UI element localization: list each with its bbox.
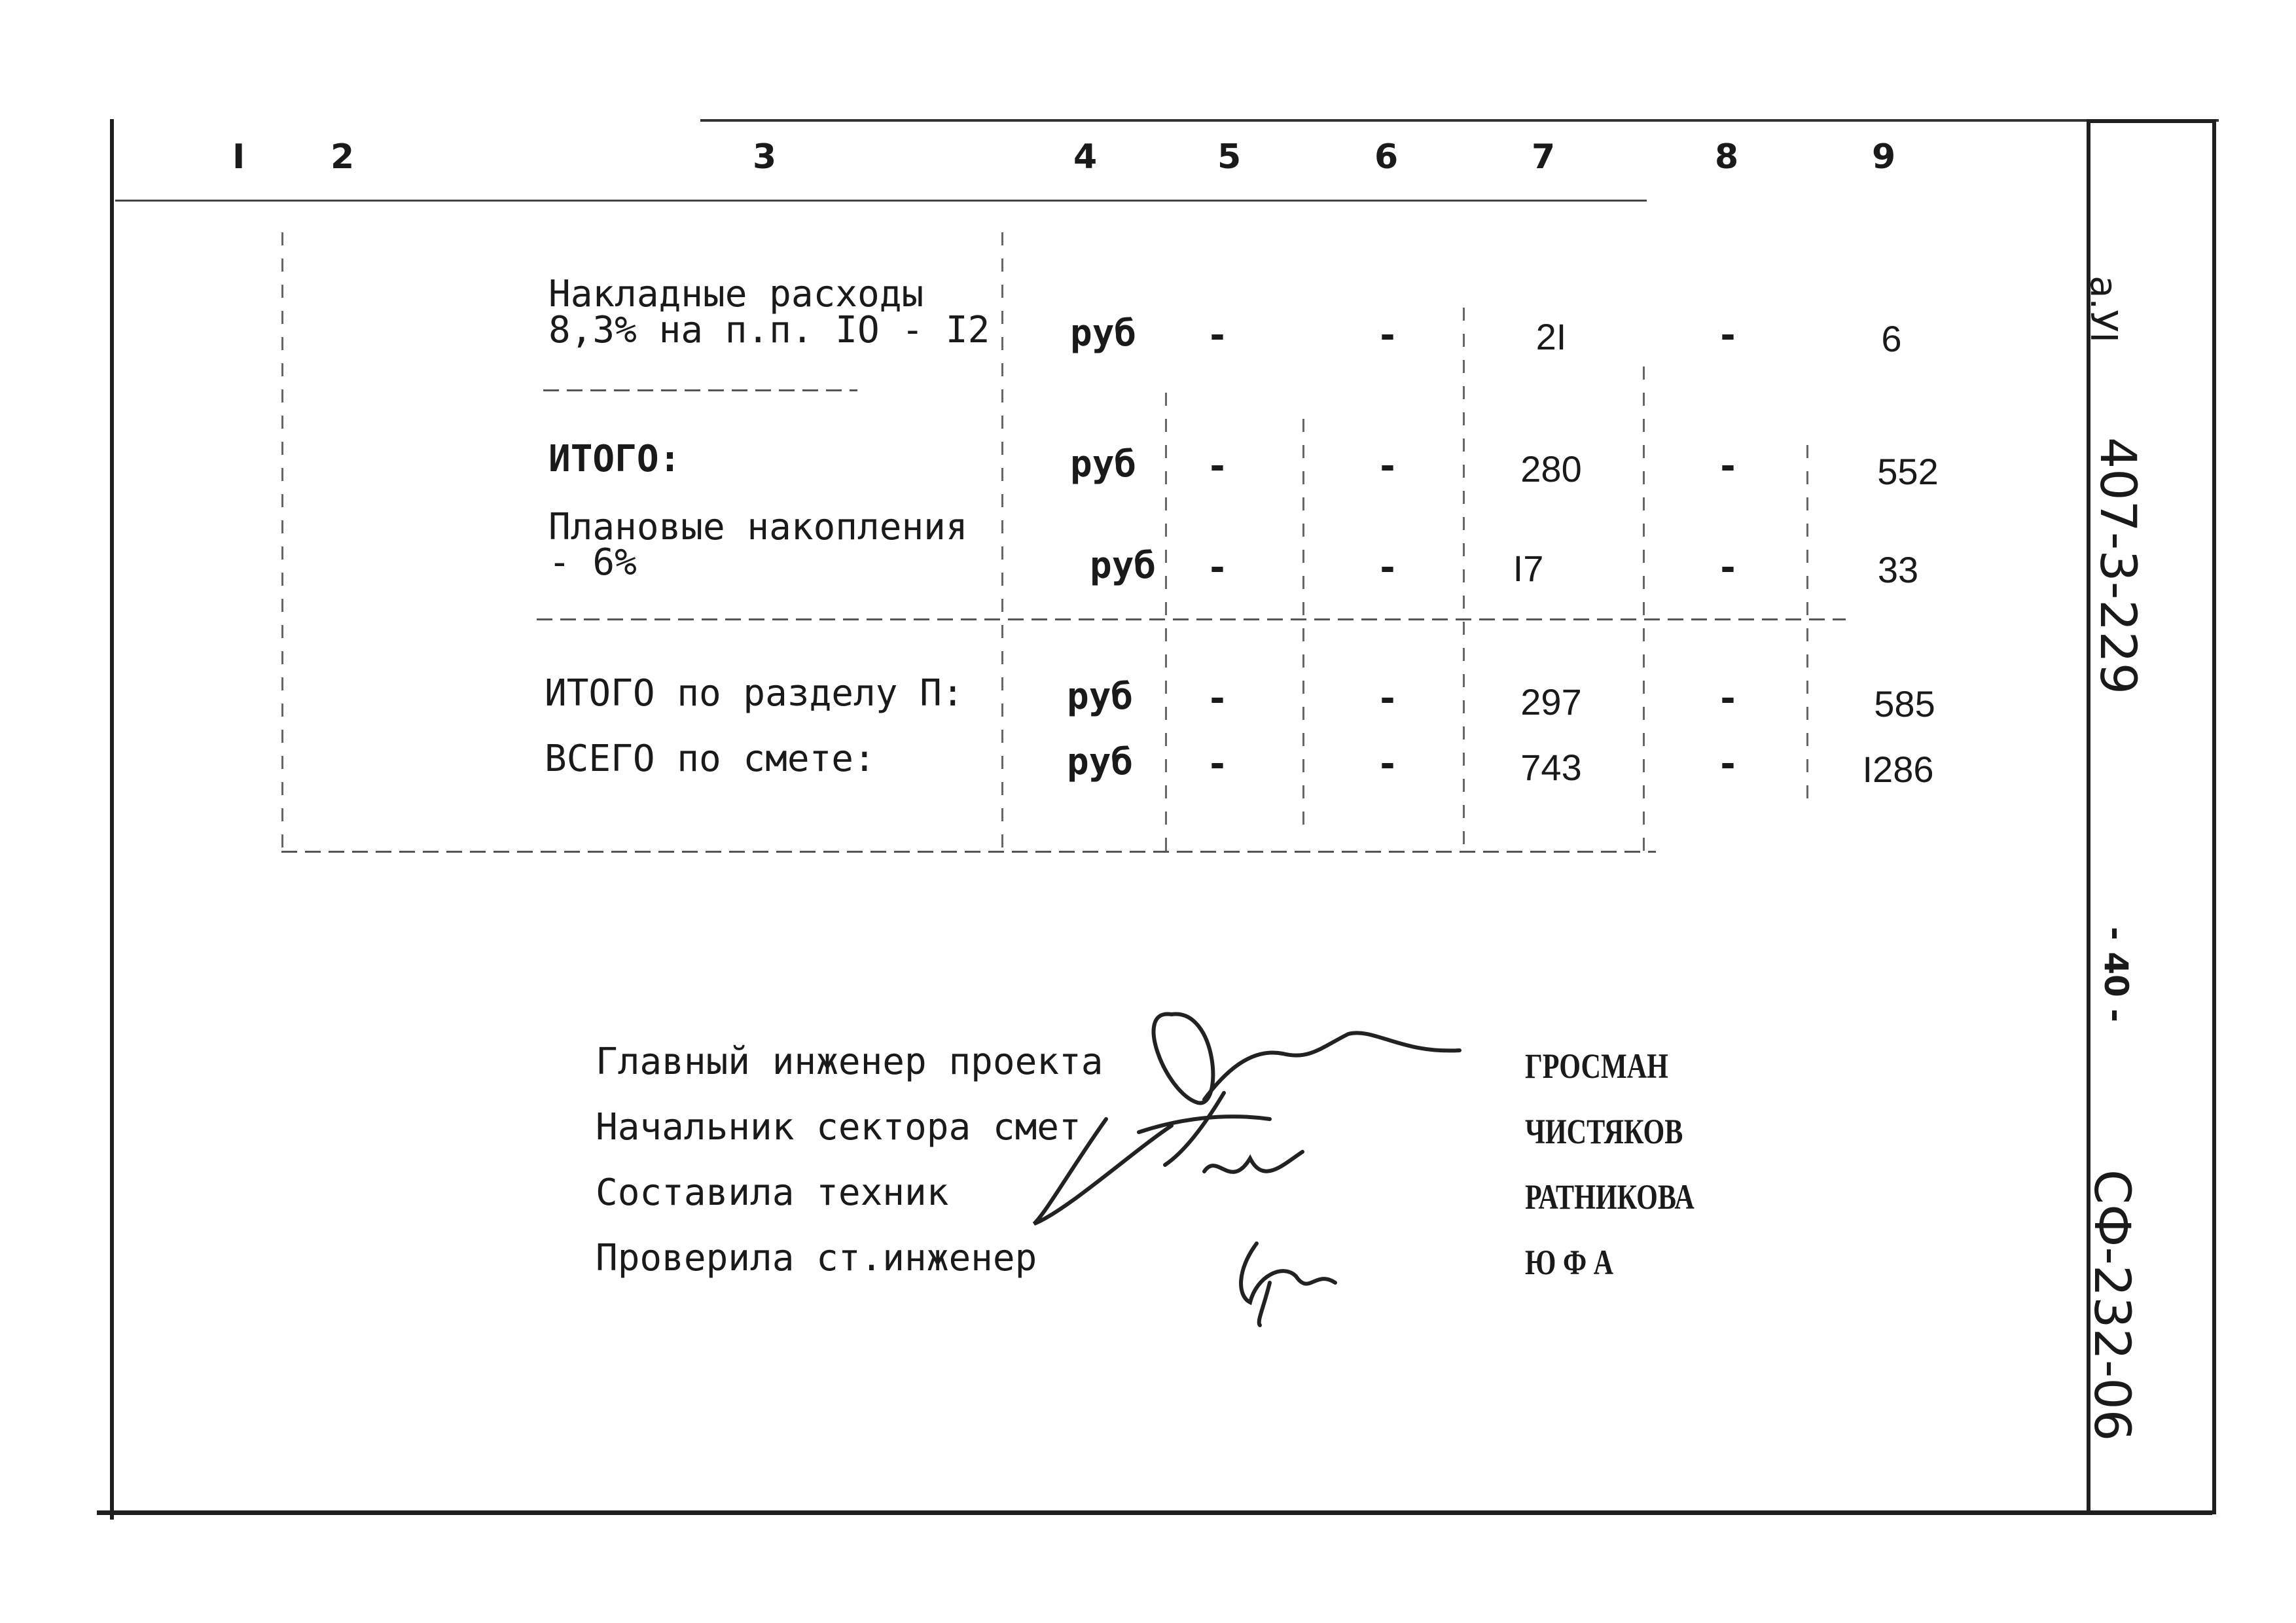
col-divider-5 (1165, 393, 1167, 851)
cell-col9: I286 (1862, 749, 1934, 790)
cell-col8: - (1717, 314, 1739, 357)
frame-top-border (700, 119, 2219, 122)
row-label-line1: ИТОГО: (548, 438, 681, 480)
cell-col9: 585 (1874, 683, 1935, 724)
cell-col6: - (1376, 743, 1399, 785)
row-rule-2 (537, 618, 1846, 620)
col-divider-6 (1302, 419, 1304, 825)
cell-col9: 33 (1877, 549, 1919, 590)
project-number: 407-3-229 (2089, 437, 2148, 695)
stamp-bottom-border (2087, 1510, 2212, 1515)
row-label-line1: ИТОГО по разделу П: (545, 672, 964, 715)
row-label-line2: - 6% (548, 541, 637, 584)
unit-cell: руб (1090, 544, 1157, 587)
row-rule-1 (543, 389, 857, 391)
col-header-4: 4 (1073, 137, 1098, 177)
cell-col5: - (1206, 677, 1229, 720)
unit-cell: руб (1067, 741, 1134, 783)
cell-col7: I7 (1513, 548, 1544, 589)
cell-col8: - (1717, 445, 1739, 488)
cell-col7: 280 (1520, 448, 1582, 490)
cell-col8: - (1717, 546, 1739, 589)
col-header-1: I (232, 137, 245, 177)
cell-col6: - (1376, 314, 1399, 357)
col-header-3: 3 (753, 137, 777, 177)
album-number: а.УI (2081, 276, 2125, 343)
cell-col7: 297 (1520, 681, 1582, 722)
cell-col6: - (1376, 445, 1399, 488)
cell-col6: - (1376, 546, 1399, 589)
cell-col5: - (1206, 314, 1229, 357)
col-header-6: 6 (1374, 137, 1399, 177)
signature-name: ГРОСМАН (1525, 1046, 1668, 1086)
col-header-7: 7 (1532, 137, 1556, 177)
frame-left-border (110, 119, 114, 1520)
cell-col7: 743 (1520, 747, 1582, 788)
cell-col9: 552 (1877, 451, 1939, 492)
signature-role: Составила техник (596, 1171, 949, 1214)
signature-role: Главный инженер проекта (596, 1041, 1103, 1083)
frame-bottom-border (97, 1510, 2211, 1515)
cell-col8: - (1717, 743, 1739, 785)
cell-col8: - (1717, 677, 1739, 720)
signature-role: Проверила ст.инженер (596, 1237, 1037, 1279)
table-bottom-rule (281, 851, 1656, 853)
unit-cell: руб (1070, 312, 1137, 355)
handwritten-signatures (1008, 995, 1479, 1335)
col-header-9: 9 (1872, 137, 1896, 177)
row-label-line1: Плановые накопления (548, 506, 968, 548)
signature-role: Начальник сектора смет (596, 1106, 1081, 1149)
header-rule (115, 200, 1647, 202)
cell-col9: 6 (1881, 318, 1902, 359)
cell-col7: 2I (1535, 316, 1567, 357)
col-divider-4 (1001, 232, 1003, 854)
unit-cell: руб (1070, 443, 1137, 486)
cell-col6: - (1376, 677, 1399, 720)
row-label-line2: 8,3% на п.п. IO - I2 (548, 309, 990, 351)
unit-cell: руб (1067, 675, 1134, 718)
cell-col5: - (1206, 445, 1229, 488)
row-label-line1: Накладные расходы (548, 273, 924, 315)
col-divider-8 (1643, 366, 1645, 851)
col-divider-9 (1806, 445, 1808, 798)
row-label-line1: ВСЕГО по смете: (545, 738, 876, 780)
cell-col5: - (1206, 546, 1229, 589)
col-divider-2 (281, 232, 283, 847)
cell-col5: - (1206, 743, 1229, 785)
page-number: - 40 - (2096, 927, 2135, 1022)
col-header-2: 2 (331, 137, 355, 177)
col-header-8: 8 (1715, 137, 1739, 177)
signature-name: ЧИСТЯКОВ (1525, 1112, 1683, 1151)
signature-name: РАТНИКОВА (1525, 1177, 1695, 1217)
signature-name: Ю Ф А (1525, 1243, 1614, 1282)
col-header-5: 5 (1217, 137, 1242, 177)
document-code: СФ-232-06 (2083, 1169, 2142, 1442)
